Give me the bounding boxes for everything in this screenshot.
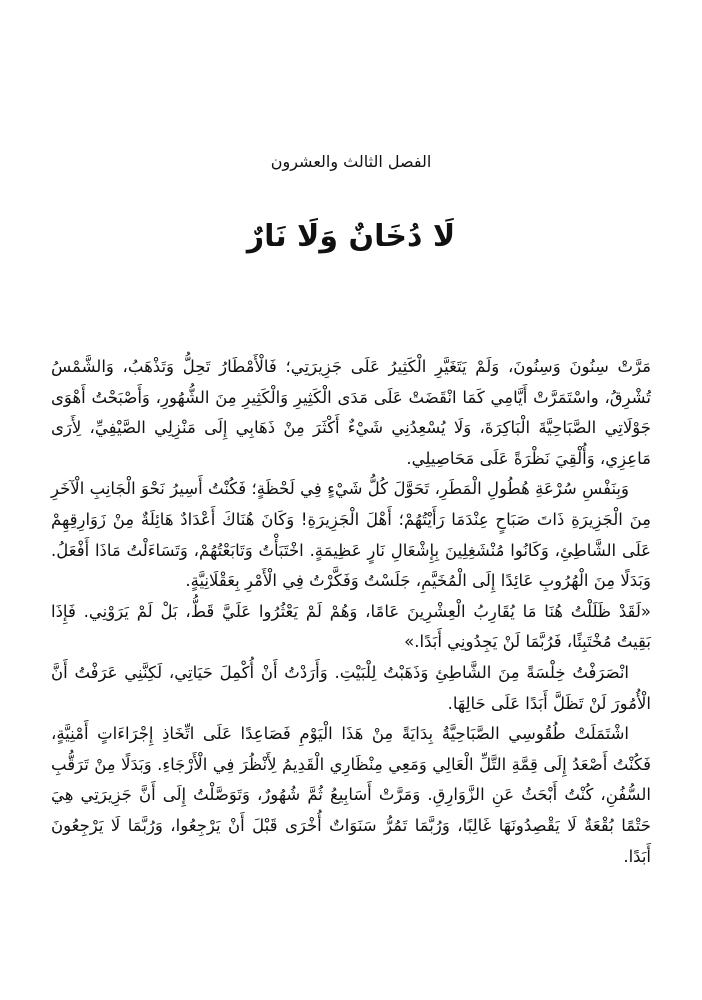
paragraph-quote: «لَقَدْ ظَلَلْتُ هُنَا مَا يُقَارِبُ الْعِشْرِينَ عَامًا، وَهُمْ لَمْ يَعْثُرُوا عَلَيَّ قَطُّ، بَلْ لَمْ يَرَوْنِي. فَإِذَا بَقِيتُ مُخْتَبِئًا، فَرُبَّمَا لَنْ يَجِدُونِي أَبَدًا.» (51, 601, 651, 652)
chapter-body (51, 352, 651, 872)
paragraph: وَبِنَفْسِ سُرْعَةِ هُطُولِ الْمَطَرِ، تَحَوَّلَ كُلُّ شَيْءٍ فِي لَحْظَةٍ؛ فَكُنْتُ أَسِيرُ نَحْوَ الْجَانِبِ الْآخَرِ مِنَ الْجَزِيرَةِ ذَاتَ صَبَاحٍ عِنْدَمَا رَأَيْتُهُمْ؛ أَهْلَ الْجَزِيرَةِ! وَكَانَ هُنَاكَ أَعْدَادٌ هَائِلَةٌ مِنْ زَوَارِقِهِمْ عَلَى الشَّاطِئِ، وَكَانُوا مُنْشَغِلِينَ بِإِشْعَالِ نَارٍ عَظِيمَةٍ. اخْتَبَأْتُ وَتَابَعْتُهُمْ، وَتَسَاءَلْتُ مَاذَا أَفْعَلُ. وَبَدَلًا مِنَ الْهُرُوبِ عَائِدًا إِلَى الْمُخَيَّمِ، جَلَسْتُ وَفَكَّرْتُ فِي الْأَمْرِ بِعَقْلَانِيَّةٍ. (51, 479, 651, 591)
paragraph: اشْتَمَلَتْ طُقُوسِي الصَّبَاحِيَّةُ بِدَايَةً مِنْ هَذَا الْيَوْمِ فَصَاعِدًا عَلَى اتِّخَاذِ إِجْرَاءَاتٍ أَمْنِيَّةٍ، فَكُنْتُ أَصْعَدُ إِلَى قِمَّةِ التَّلِّ الْعَالِي وَمَعِي مِنْظَارِي الْقَدِيمُ لِأَنْظُرَ فِي الْأَرْجَاءِ. وَبَدَلًا مِنْ تَرَقُّبِ السُّفُنِ، كُنْتُ أَبْحَثُ عَنِ الزَّوَارِقِ. وَمَرَّتْ أَسَابِيعُ ثُمَّ شُهُورٌ، وَتَوَصَّلْتُ إِلَى أَنَّ جَزِيرَتِي هِيَ حَتْمًا بُقْعَةٌ لَا يَقْصِدُونَهَا غَالِبًا، وَرُبَّمَا تَمُرُّ سَنَوَاتٌ أُخْرَى قَبْلَ أَنْ يَرْجِعُوا، وَرُبَّمَا لَا يَرْجِعُونَ أَبَدًا. (51, 724, 651, 866)
chapter-title: لَا دُخَانٌ وَلَا نَارٌ (246, 219, 456, 254)
chapter-number-label: الفصل الثالث والعشرون (270, 152, 432, 171)
paragraph: مَرَّتْ سِنُونَ وَسِنُونَ، وَلَمْ يَتَغَيَّرِ الْكَثِيرُ عَلَى جَزِيرَتِي؛ فَالْأَمْطَارُ تَحِلُّ وَتَذْهَبُ، وَالشَّمْسُ تُشْرِقُ، واسْتَمَرَّتْ أَيَّامِي كَمَا انْقَضَتْ عَلَى مَدَى الْكَثِيرِ وَالْكَثِيرِ مِنَ الشُّهُورِ، وَأَصْبَحْتُ أَهْوَى جَوْلَاتِي الصَّبَاحِيَّةَ الْبَاكِرَةَ، وَلَا يُسْعِدُنِي شَيْءٌ أَكْثَرَ مِنْ ذَهَابِي إِلَى مَنْزِلِي الصَّيْفِيِّ، لِأَرَى مَاعِزِي، وَأُلْقِيَ نَظْرَةً عَلَى مَحَاصِيلِي. (51, 357, 651, 468)
paragraph: انْصَرَفْتُ خِلْسَةً مِنَ الشَّاطِئِ وَذَهَبْتُ لِلْبَيْتِ. وَأَرَدْتُ أَنْ أُكْمِلَ حَيَاتِي، لَكِنَّنِي عَرَفْتُ أَنَّ الْأُمُورَ لَنْ تَظَلَّ أَبَدًا عَلَى حَالِهَا. (51, 662, 651, 713)
